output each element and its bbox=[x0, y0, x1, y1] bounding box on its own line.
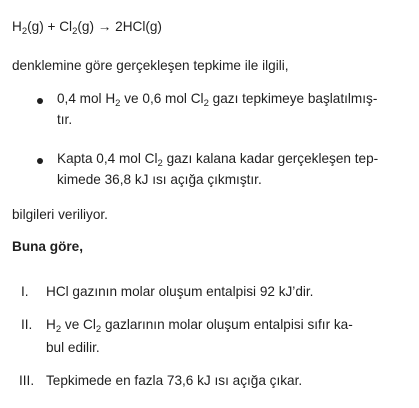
bullet-1-sub-2: 2 bbox=[203, 98, 209, 109]
statement-2-sub-1: 2 bbox=[55, 324, 62, 335]
statement-2-text-b: ve Cl bbox=[61, 317, 96, 332]
bullet-dot-2 bbox=[37, 158, 43, 164]
bullet-dot-1 bbox=[37, 98, 43, 104]
statement-2-numeral: II. bbox=[21, 317, 33, 332]
bullet-2-line-1 bbox=[57, 150, 378, 168]
statement-2-sub-2: 2 bbox=[95, 324, 102, 335]
statement-3-text: Tepkimede en fazla 73,6 kJ ısı açığa çıkar. bbox=[46, 373, 303, 388]
equation-h2-subscript: 2 bbox=[21, 26, 28, 37]
equation-h2: H bbox=[12, 19, 22, 34]
statement-1-text: HCl gazının molar oluşum entalpisi 92 kJ’dir. bbox=[46, 284, 314, 299]
bullet-2-text-b: gazı kalana kadar gerçekleşen tep- bbox=[162, 151, 379, 166]
bullet-1-text-c: gazı tepkimeye başlatılmış- bbox=[208, 91, 378, 106]
bullet-1-line-1 bbox=[57, 90, 377, 108]
equation-middle: (g) + Cl bbox=[27, 19, 73, 34]
bullet-1-sub-1: 2 bbox=[115, 98, 121, 109]
statement-3-numeral: III. bbox=[19, 373, 35, 388]
bullet-1-text-a: 0,4 mol H bbox=[57, 91, 116, 106]
bullet-2-sub-1: 2 bbox=[157, 158, 163, 169]
statement-1-numeral: I. bbox=[21, 284, 29, 299]
statement-2-line-1 bbox=[46, 316, 353, 334]
given-text: bilgileri veriliyor. bbox=[12, 207, 108, 222]
bullet-2-line-2: kimede 36,8 kJ ısı açığa çıkmıştır. bbox=[57, 172, 262, 187]
statement-2-text-c: gazlarının molar oluşum entalpisi sıfır ka- bbox=[101, 317, 353, 332]
reaction-equation bbox=[12, 18, 162, 36]
bullet-1-line-2: tır. bbox=[57, 112, 73, 127]
statement-2-line-2: bul edilir. bbox=[46, 340, 100, 355]
statement-2-text-a: H bbox=[46, 317, 56, 332]
equation-cl2-subscript: 2 bbox=[72, 26, 78, 37]
equation-products: (g) → 2HCl(g) bbox=[77, 19, 162, 34]
bullet-2-text-a: Kapta 0,4 mol Cl bbox=[57, 151, 158, 166]
bullet-1-text-b: ve 0,6 mol Cl bbox=[120, 91, 204, 106]
intro-text: denklemine göre gerçekleşen tepkime ile ilgili, bbox=[12, 58, 289, 73]
question-heading: Buna göre, bbox=[12, 239, 83, 254]
